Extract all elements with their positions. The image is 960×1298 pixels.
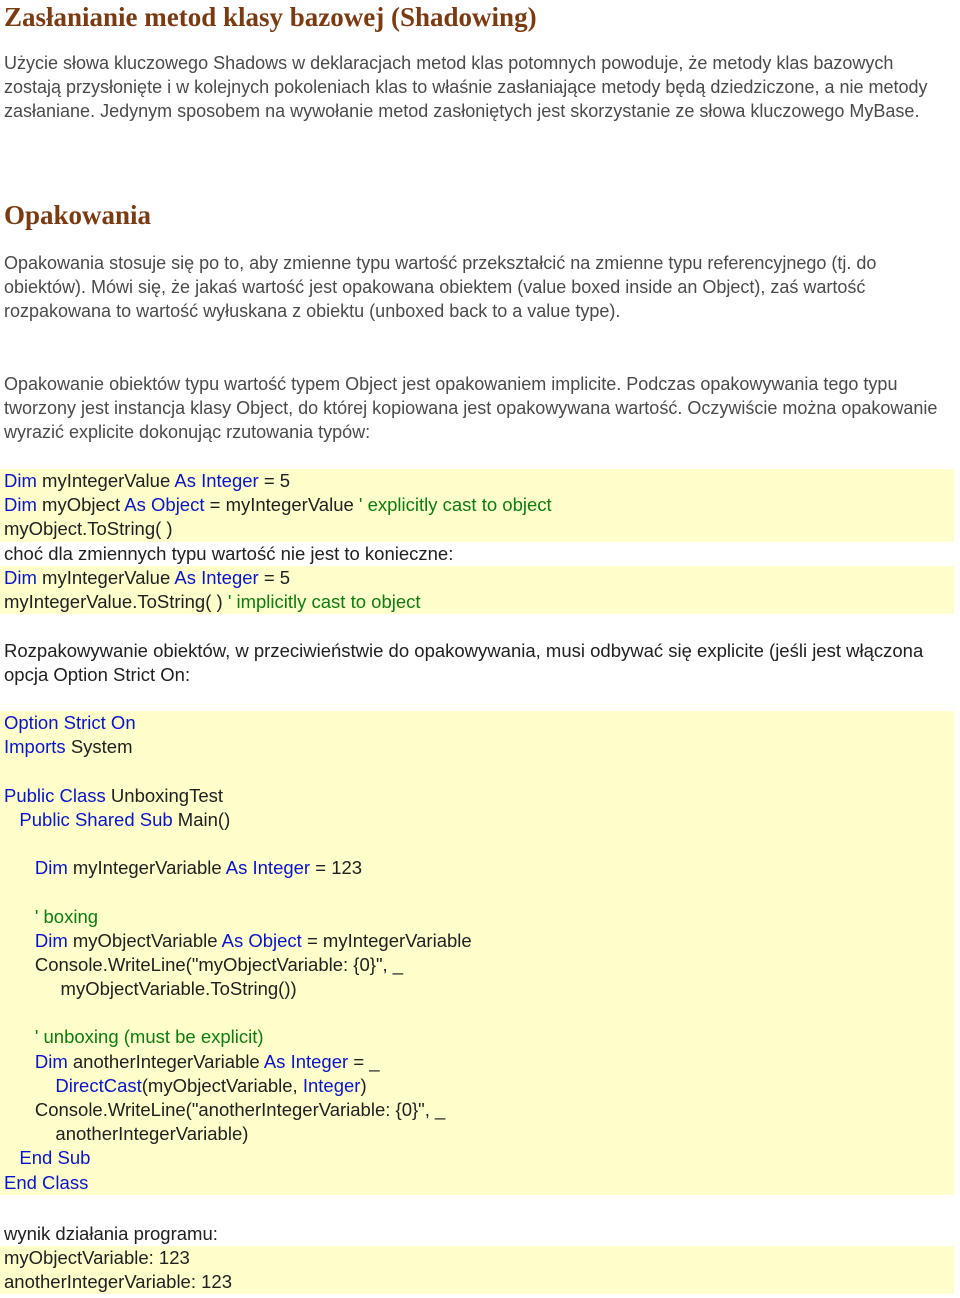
program-output-block [0, 1246, 954, 1294]
code-block-implicit-cast [0, 566, 954, 614]
code-line: DirectCast(myObjectVariable, Integer) [55, 1074, 367, 1096]
code-line: ' boxing [34, 905, 99, 927]
code-line-blank [0, 832, 954, 856]
code-line: myIntegerValue.ToString( ) ' implicitly cast to object [4, 591, 421, 613]
output-line: anotherIntegerVariable: 123 [4, 1271, 232, 1293]
paragraph-unboxing: Rozpakowywanie obiektów, w przeciwieństwie do opakowywania, musi odbywać się explicite (jeśli jest włączona opcja Option Strict On: [4, 640, 924, 686]
code-line: End Sub [19, 1147, 91, 1169]
paragraph-boxing-intro: Opakowania stosuje się po to, aby zmienne typu wartość przekształcić na zmienne typu referencyjnego (tj. do obiektów). Mówi się, że jakaś wartość jest opakowana obiektem (value boxed inside an Object), zaś wartość rozpakowana to wartość wyłuskana z obiektu (unboxed back to a value type). [4, 253, 877, 321]
heading-boxing: Opakowania [4, 200, 152, 230]
code-line: Option Strict On [4, 712, 136, 733]
code-line-blank [0, 880, 954, 904]
code-line: Dim myObject As Object = myIntegerValue ' explicitly cast to object [4, 494, 552, 516]
code-line: Imports System [4, 736, 133, 758]
paragraph-boxing-implicit: Opakowanie obiektów typu wartość typem Object jest opakowaniem implicite. Podczas opakowywania tego typu tworzony jest instancja klasy Object, do której kopiowana jest opakowywana wartość. Oczywiście można opakowanie wyrazić explicite dokonując rzutowania typów: [4, 374, 938, 442]
code-line: Dim anotherIntegerVariable As Integer = _ [34, 1050, 380, 1072]
code-line: anotherIntegerVariable) [55, 1123, 249, 1145]
code-line: Dim myIntegerValue As Integer = 5 [4, 567, 291, 588]
code-line: Console.WriteLine("myObjectVariable: {0}", _ [34, 953, 404, 975]
code-line: ' unboxing (must be explicit) [34, 1026, 264, 1048]
code-line-blank [0, 1001, 954, 1025]
paragraph-note: choć dla zmiennych typu wartość nie jest to konieczne: [4, 543, 454, 564]
code-line: Dim myObjectVariable As Object = myIntegerVariable [34, 929, 472, 951]
code-block-unboxing-example [0, 711, 954, 1195]
code-line: myObject.ToString( ) [4, 518, 173, 540]
code-line: End Class [4, 1171, 89, 1193]
code-line: Dim myIntegerVariable As Integer = 123 [34, 857, 363, 879]
result-label: wynik działania programu: [4, 1223, 218, 1244]
code-line-blank [0, 759, 954, 783]
output-line: myObjectVariable: 123 [4, 1247, 190, 1268]
code-block-explicit-cast [0, 469, 954, 542]
paragraph-shadowing: Użycie słowa kluczowego Shadows w deklaracjach metod klas potomnych powoduje, że metody klas bazowych zostają przysłonięte i w kolejnych pokoleniach klas to właśnie zasłaniające metody będą dziedziczone, a nie metody zasłaniane. Jedynym sposobem na wywołanie metod zasłoniętych jest skorzystanie ze słowa kluczowego MyBase. [4, 53, 928, 121]
code-line: Public Shared Sub Main() [19, 808, 231, 830]
code-line: Public Class UnboxingTest [4, 784, 224, 806]
code-line: myObjectVariable.ToString()) [60, 978, 297, 1000]
code-line: Dim myIntegerValue As Integer = 5 [4, 470, 291, 491]
code-line: Console.WriteLine("anotherIntegerVariable: {0}", _ [34, 1099, 446, 1120]
heading-shadowing: Zasłanianie metod klasy bazowej (Shadowing) [4, 2, 537, 32]
